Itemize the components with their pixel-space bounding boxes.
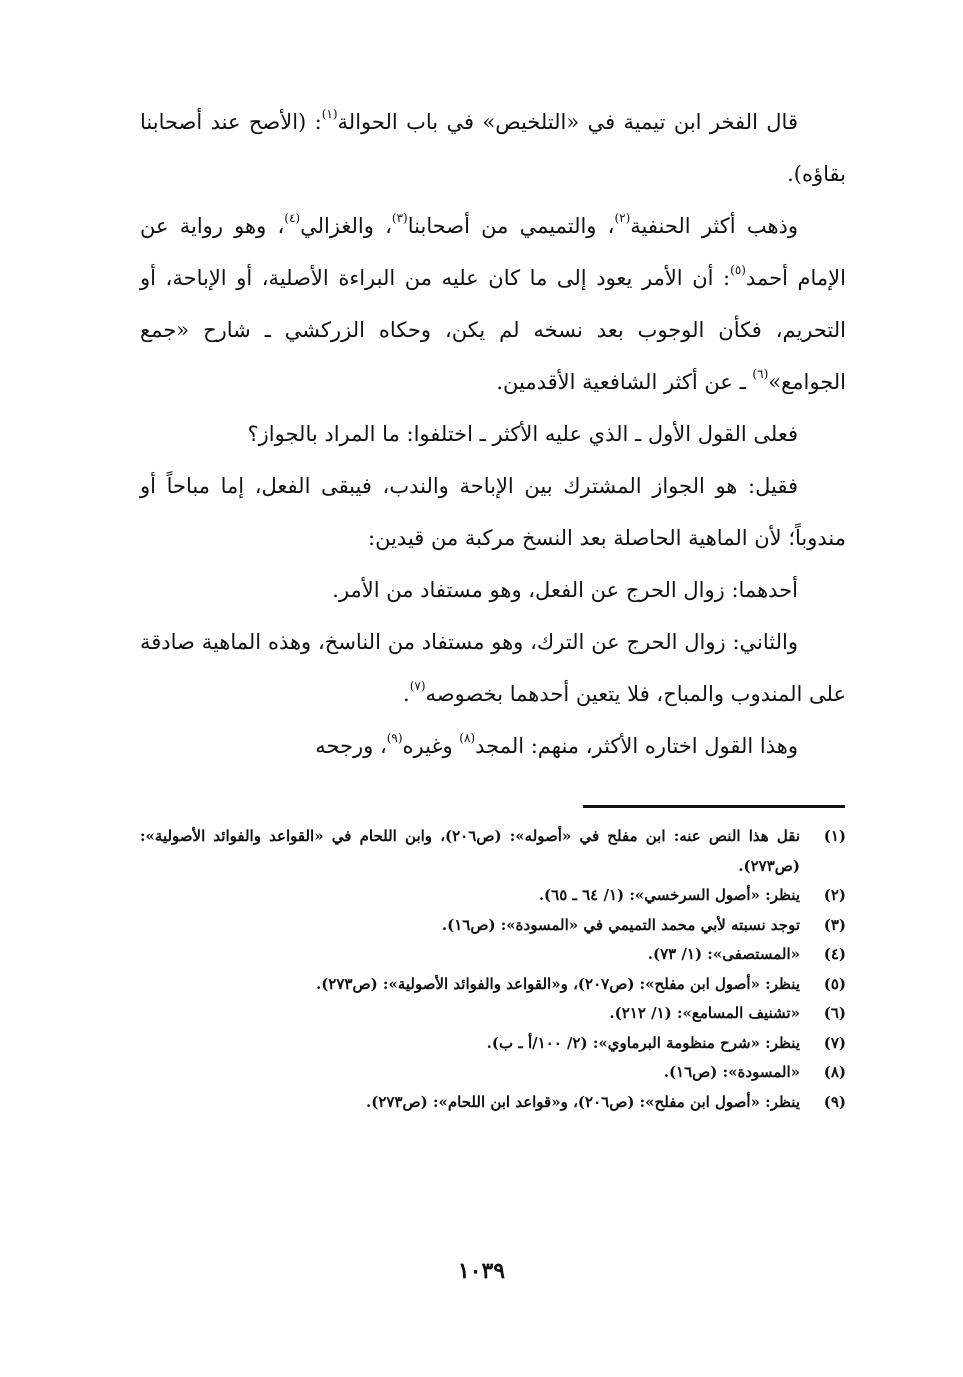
text-run: ـ عن أكثر الشافعية الأقدمين. [496,370,753,394]
footnotes [140,822,846,1117]
footnote-3 [140,911,846,941]
text-run: . [403,682,410,706]
footnote-ref-8[interactable]: (٨) [459,731,476,746]
paragraph-2 [140,200,846,408]
text-run: وهذا القول اختاره الأكثر، منهم: المجد [475,734,798,758]
footnote-6 [140,999,846,1029]
footnote-number: (٤) [823,945,846,963]
text-run: قال الفخر ابن تيمية في «التلخيص» في باب الحوالة [337,110,798,134]
footnote-number: (٧) [823,1033,846,1052]
text-run: والثاني: زوال الحرج عن الترك، وهو مستفاد من الناسخ، وهذه الماهية صادقة على المندوب والمباح، فلا يتعين أحدهما بخصوصه [140,630,846,706]
footnote-2 [140,881,846,911]
footnote-number: (٥) [823,974,846,993]
footnote-text: نقل هذا النص عنه: ابن مفلح في «أصوله»: (ص٢٠٦)، وابن اللحام في «القواعد والفوائد الأصولية»: (ص٢٧٣). [140,827,800,875]
paragraph-5: أحدهما: زوال الحرج عن الفعل، وهو مستفاد من الأمر. [332,578,798,602]
footnote-number: (٨) [823,1063,846,1081]
footnote-ref-2[interactable]: (٢) [614,211,631,226]
footnote-text: «المسودة»: (ص١٦). [663,1063,800,1081]
text-run: : (الأصح عند أصحابنا بقاؤه). [140,110,846,186]
footnote-ref-5[interactable]: (٥) [730,263,746,278]
footnote-ref-6[interactable]: (٦) [752,367,769,382]
text-run: ، ورجحه [315,734,387,758]
footnote-ref-3[interactable]: (٣) [391,211,408,226]
footnote-number: (٣) [823,915,846,934]
paragraph-4: فقيل: هو الجواز المشترك بين الإباحة والندب، فيبقى الفعل، إما مباحاً أو مندوباً؛ لأن الماهية الحاصلة بعد النسخ مركبة من قيدين: [140,474,846,550]
text-run: ، والتميمي من أصحابنا [407,214,615,238]
footnote-ref-9[interactable]: (٩) [386,731,403,746]
footnote-separator [583,805,845,808]
footnote-1 [140,822,846,881]
footnote-number: (٦) [823,1004,846,1022]
footnote-ref-7[interactable]: (٧) [409,679,426,694]
footnote-5 [140,970,846,1000]
footnote-text: «تشنيف المسامع»: (١/ ٢١٢). [609,1004,800,1022]
paragraph-1 [140,96,846,200]
footnote-text: ينظر: «أصول ابن مفلح»: (ص٢٠٧)، و«القواعد والفوائد الأصولية»: (ص٢٧٣). [315,974,800,993]
text-run: وغيره [402,734,460,758]
footnote-text: ينظر: «أصول ابن مفلح»: (ص٢٠٦)، و«قواعد ابن اللحام»: (ص٢٧٣). [366,1092,800,1111]
footnote-text: ينظر: «شرح منظومة البرماوي»: (٢/ ١٠٠/أ ـ ب). [486,1033,800,1052]
main-text [140,96,846,772]
footnote-4 [140,940,846,970]
footnote-number: (١) [823,827,846,845]
footnote-ref-4[interactable]: (٤) [284,211,301,226]
footnote-8 [140,1058,846,1088]
text-run: ، وهو رواية عن الإمام أحمد [140,214,846,290]
text-run: : أن الأمر يعود إلى ما كان عليه من البراءة الأصلية، أو الإباحة، أو التحريم، فكأن الوجوب بعد نسخه لم يكن، وحكاه الزركشي ـ شارح «جمع الجوامع» [140,266,846,394]
paragraph-3: فعلى القول الأول ـ الذي عليه الأكثر ـ اختلفوا: ما المراد بالجواز؟ [247,422,798,446]
footnote-9 [140,1088,846,1118]
page-number: ١٠٣٩ [457,1258,506,1284]
text-run: وذهب أكثر الحنفية [630,214,799,238]
paragraph-6 [140,616,846,720]
footnote-text: ينظر: «أصول السرخسي»: (١/ ٦٤ ـ ٦٥). [538,886,800,904]
footnote-number: (٢) [823,886,846,904]
footnote-text: «المستصفى»: (١/ ٧٣). [647,945,800,963]
footnote-7 [140,1029,846,1059]
footnote-text: توجد نسبته لأبي محمد التميمي في «المسودة»: (ص١٦). [441,915,800,934]
text-run: ، والغزالي [300,214,392,238]
footnote-number: (٩) [823,1092,846,1111]
footnote-ref-1[interactable]: (١) [321,107,338,122]
paragraph-7 [140,720,846,772]
